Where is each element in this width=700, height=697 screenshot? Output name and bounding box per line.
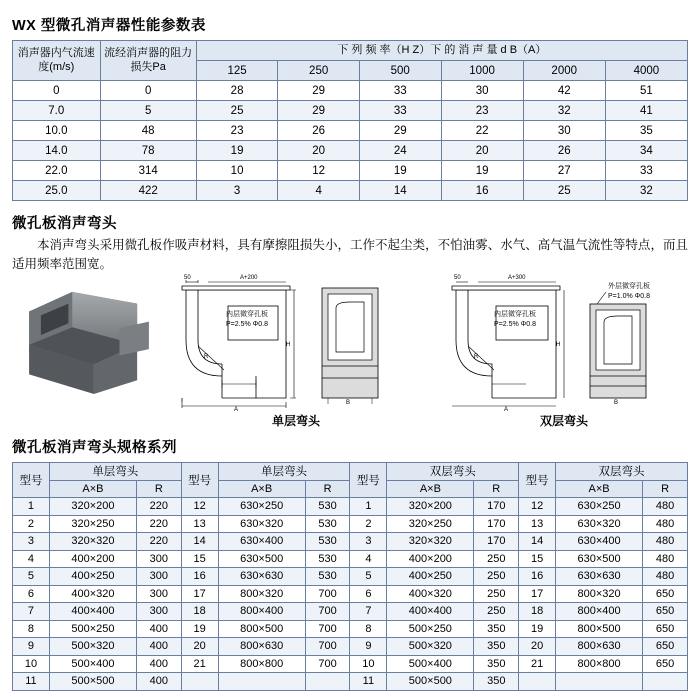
- cell-velocity: 0: [13, 81, 101, 101]
- table-row: [13, 673, 688, 691]
- table-header-row: [13, 41, 688, 61]
- cell-125: 25: [196, 101, 278, 121]
- cell-axb: 500×500: [387, 673, 474, 691]
- cell-r: 250: [474, 603, 519, 621]
- cell-axb: 800×320: [556, 585, 643, 603]
- cell-resistance: 422: [100, 181, 196, 201]
- caption-double-elbow: 双层弯头: [540, 414, 589, 428]
- cell-velocity: 22.0: [13, 161, 101, 181]
- cell-axb: 800×630: [218, 638, 305, 656]
- table-row: [13, 585, 688, 603]
- th-model-3: 型号: [350, 463, 387, 498]
- cell-r: 170: [474, 533, 519, 551]
- single-elbow-section: [320, 286, 380, 404]
- cell-axb: 400×200: [387, 550, 474, 568]
- cell-4000: 34: [605, 141, 687, 161]
- spec-table: [12, 462, 688, 691]
- cell-axb: 800×500: [218, 620, 305, 638]
- cell-1000: 20: [441, 141, 523, 161]
- cell-model: 1: [350, 498, 387, 516]
- cell-r: 480: [643, 568, 688, 586]
- th-freq-125: 125: [196, 61, 278, 81]
- cell-axb: 500×500: [49, 673, 136, 691]
- cell-model: 16: [519, 568, 556, 586]
- description-paragraph: 本消声弯头采用微孔板作吸声材料，具有摩擦阻损失小，工作不起尘类，不怕油雾、水气、高气温气流性等特点，而且适用频率范围宽。: [12, 238, 688, 271]
- cell-250: 26: [278, 121, 360, 141]
- cell-axb: 500×320: [49, 638, 136, 656]
- cell-500: 24: [359, 141, 441, 161]
- cell-r: 530: [305, 568, 350, 586]
- cell-4000: 41: [605, 101, 687, 121]
- cell-r: 530: [305, 533, 350, 551]
- cell-axb: 400×320: [49, 585, 136, 603]
- note-inner-perf2: 内层微穿孔板: [494, 311, 536, 318]
- cell-2000: 25: [523, 181, 605, 201]
- note-outer-perf: 外层微穿孔板: [608, 283, 650, 290]
- cell-axb: 800×630: [556, 638, 643, 656]
- cell-axb: 500×320: [387, 638, 474, 656]
- cell-velocity: 7.0: [13, 101, 101, 121]
- note-inner-perf-spec: P=2.5% Φ0.8: [226, 321, 268, 328]
- th-velocity: 消声器内气流速度(m/s): [13, 41, 101, 81]
- cell-model: 11: [350, 673, 387, 691]
- cell-axb: 400×400: [387, 603, 474, 621]
- page-title-1: WX 型微孔消声器性能参数表: [12, 18, 206, 34]
- cell-model: 19: [181, 620, 218, 638]
- double-elbow-section: [588, 278, 696, 404]
- cell-model: 8: [13, 620, 50, 638]
- cell-model: 10: [350, 655, 387, 673]
- cell-axb: 400×400: [49, 603, 136, 621]
- cell-r: 300: [136, 603, 181, 621]
- cell-r: [305, 673, 350, 691]
- cell-model: 18: [181, 603, 218, 621]
- cell-model: [181, 673, 218, 691]
- cell-velocity: 10.0: [13, 121, 101, 141]
- cell-r: 700: [305, 585, 350, 603]
- cell-r: 400: [136, 638, 181, 656]
- cell-r: 480: [643, 550, 688, 568]
- cell-model: 4: [350, 550, 387, 568]
- cell-r: 480: [643, 498, 688, 516]
- th-resistance: 流经消声器的阻力损失Pa: [100, 41, 196, 81]
- cell-model: 8: [350, 620, 387, 638]
- double-elbow-drawing: [438, 275, 568, 413]
- cell-1000: 19: [441, 161, 523, 181]
- th-single-1: 单层弯头: [49, 463, 181, 481]
- table-row: [13, 161, 688, 181]
- cell-250: 20: [278, 141, 360, 161]
- cell-model: 21: [181, 655, 218, 673]
- dim-label-r: R: [204, 354, 209, 360]
- cell-125: 23: [196, 121, 278, 141]
- th-freq-4000: 4000: [605, 61, 687, 81]
- cell-250: 4: [278, 181, 360, 201]
- dim-label-r2: R: [474, 354, 479, 360]
- cell-1000: 23: [441, 101, 523, 121]
- cell-r: 700: [305, 638, 350, 656]
- cell-r: 530: [305, 515, 350, 533]
- cell-r: 300: [136, 568, 181, 586]
- th-single-2: 单层弯头: [218, 463, 350, 481]
- figure-band: [0, 275, 700, 430]
- cell-axb: 630×500: [556, 550, 643, 568]
- cell-axb: 320×250: [49, 515, 136, 533]
- cell-1000: 16: [441, 181, 523, 201]
- cell-axb: 800×800: [556, 655, 643, 673]
- page-title-2: 微孔板消声弯头: [12, 216, 117, 232]
- cell-500: 19: [359, 161, 441, 181]
- cell-r: 300: [136, 585, 181, 603]
- cell-2000: 30: [523, 121, 605, 141]
- th-model-4: 型号: [519, 463, 556, 498]
- cell-125: 3: [196, 181, 278, 201]
- cell-velocity: 25.0: [13, 181, 101, 201]
- cell-r: 650: [643, 620, 688, 638]
- cell-axb: 800×320: [218, 585, 305, 603]
- cell-model: 17: [181, 585, 218, 603]
- cell-2000: 42: [523, 81, 605, 101]
- cell-r: 700: [305, 603, 350, 621]
- cell-r: 400: [136, 673, 181, 691]
- cell-500: 29: [359, 121, 441, 141]
- table-row: [13, 638, 688, 656]
- table-row: [13, 101, 688, 121]
- th-double-1: 双层弯头: [387, 463, 519, 481]
- th-freq-2000: 2000: [523, 61, 605, 81]
- single-elbow-drawing: [168, 275, 298, 413]
- cell-axb: 630×400: [556, 533, 643, 551]
- cell-axb: 630×630: [556, 568, 643, 586]
- th-model-2: 型号: [181, 463, 218, 498]
- cell-model: 15: [181, 550, 218, 568]
- cell-axb: 800×800: [218, 655, 305, 673]
- cell-1000: 22: [441, 121, 523, 141]
- dim-label-h: H: [286, 342, 291, 348]
- performance-table: [12, 40, 688, 201]
- table-row: [13, 181, 688, 201]
- cell-axb: 630×250: [218, 498, 305, 516]
- table-row: [13, 515, 688, 533]
- cell-model: 13: [519, 515, 556, 533]
- cell-axb: [556, 673, 643, 691]
- dim-label-a300: A+300: [508, 275, 526, 281]
- cell-r: 650: [643, 603, 688, 621]
- cell-axb: 400×250: [49, 568, 136, 586]
- cell-axb: 630×250: [556, 498, 643, 516]
- th-freq-1000: 1000: [441, 61, 523, 81]
- cell-model: 5: [13, 568, 50, 586]
- cell-r: 300: [136, 550, 181, 568]
- cell-r: 250: [474, 568, 519, 586]
- cell-model: 2: [13, 515, 50, 533]
- cell-model: 10: [13, 655, 50, 673]
- cell-model: 20: [519, 638, 556, 656]
- cell-r: 480: [643, 533, 688, 551]
- cell-axb: 500×250: [387, 620, 474, 638]
- cell-axb: 630×500: [218, 550, 305, 568]
- cell-500: 33: [359, 81, 441, 101]
- dim-label-a: A: [234, 407, 239, 413]
- cell-model: 17: [519, 585, 556, 603]
- cell-2000: 32: [523, 101, 605, 121]
- table-row: [13, 620, 688, 638]
- cell-r: 350: [474, 673, 519, 691]
- cell-axb: 320×320: [387, 533, 474, 551]
- cell-1000: 30: [441, 81, 523, 101]
- cell-axb: 320×320: [49, 533, 136, 551]
- table-row: [13, 81, 688, 101]
- table-row: [13, 533, 688, 551]
- cell-resistance: 48: [100, 121, 196, 141]
- th-r-3: R: [474, 480, 519, 498]
- cell-axb: 800×500: [556, 620, 643, 638]
- cell-r: 530: [305, 550, 350, 568]
- cell-r: 400: [136, 620, 181, 638]
- table-row: [13, 603, 688, 621]
- dim-label-50b: 50: [454, 275, 461, 281]
- dim-label-b2: B: [614, 400, 619, 406]
- cell-model: 6: [350, 585, 387, 603]
- cell-r: 220: [136, 533, 181, 551]
- cell-r: [643, 673, 688, 691]
- cell-model: 1: [13, 498, 50, 516]
- cell-model: 12: [181, 498, 218, 516]
- cell-model: 7: [350, 603, 387, 621]
- table-row: [13, 550, 688, 568]
- cell-axb: 320×200: [49, 498, 136, 516]
- cell-model: 3: [350, 533, 387, 551]
- cell-4000: 33: [605, 161, 687, 181]
- dim-label-50: 50: [184, 275, 191, 281]
- th-axb-4: A×B: [556, 480, 643, 498]
- cell-model: 12: [519, 498, 556, 516]
- cell-r: 170: [474, 498, 519, 516]
- cell-model: 19: [519, 620, 556, 638]
- cell-axb: 500×400: [387, 655, 474, 673]
- cell-r: 220: [136, 498, 181, 516]
- cell-axb: 400×320: [387, 585, 474, 603]
- duct-photo: [20, 284, 160, 394]
- cell-r: 650: [643, 585, 688, 603]
- cell-500: 14: [359, 181, 441, 201]
- th-r-2: R: [305, 480, 350, 498]
- cell-4000: 51: [605, 81, 687, 101]
- cell-r: 480: [643, 515, 688, 533]
- cell-model: 18: [519, 603, 556, 621]
- cell-r: 530: [305, 498, 350, 516]
- cell-axb: 320×200: [387, 498, 474, 516]
- page-title-3: 微孔板消声弯头规格系列: [12, 440, 177, 456]
- cell-axb: 800×400: [218, 603, 305, 621]
- cell-500: 33: [359, 101, 441, 121]
- cell-model: 21: [519, 655, 556, 673]
- cell-4000: 32: [605, 181, 687, 201]
- table-row: [13, 655, 688, 673]
- cell-model: 9: [13, 638, 50, 656]
- cell-velocity: 14.0: [13, 141, 101, 161]
- cell-model: 6: [13, 585, 50, 603]
- cell-model: 20: [181, 638, 218, 656]
- th-freq-500: 500: [359, 61, 441, 81]
- cell-r: 700: [305, 655, 350, 673]
- caption-single-elbow: 单层弯头: [272, 414, 321, 428]
- cell-model: 14: [519, 533, 556, 551]
- cell-r: 400: [136, 655, 181, 673]
- cell-model: 9: [350, 638, 387, 656]
- dim-label-b: B: [346, 400, 351, 406]
- cell-axb: 630×630: [218, 568, 305, 586]
- cell-2000: 26: [523, 141, 605, 161]
- cell-model: 7: [13, 603, 50, 621]
- cell-r: 250: [474, 550, 519, 568]
- cell-250: 29: [278, 81, 360, 101]
- table-row: [13, 498, 688, 516]
- cell-r: 250: [474, 585, 519, 603]
- cell-model: 4: [13, 550, 50, 568]
- cell-r: 170: [474, 515, 519, 533]
- cell-axb: 320×250: [387, 515, 474, 533]
- cell-model: 11: [13, 673, 50, 691]
- cell-model: [519, 673, 556, 691]
- cell-axb: 500×400: [49, 655, 136, 673]
- cell-model: 15: [519, 550, 556, 568]
- cell-4000: 35: [605, 121, 687, 141]
- note-inner-perf: 内层微穿孔板: [226, 311, 268, 318]
- note-outer-perf-spec: P=1.0% Φ0.8: [608, 293, 650, 300]
- note-inner-perf-spec2: P=2.5% Φ0.8: [494, 321, 536, 328]
- th-model-1: 型号: [13, 463, 50, 498]
- cell-r: 220: [136, 515, 181, 533]
- table-row: [13, 141, 688, 161]
- th-r-4: R: [643, 480, 688, 498]
- cell-axb: 400×250: [387, 568, 474, 586]
- table-row: [13, 568, 688, 586]
- cell-axb: 400×200: [49, 550, 136, 568]
- cell-r: 650: [643, 655, 688, 673]
- th-r-1: R: [136, 480, 181, 498]
- cell-model: 5: [350, 568, 387, 586]
- cell-axb: 800×400: [556, 603, 643, 621]
- cell-r: 350: [474, 638, 519, 656]
- cell-axb: 630×320: [218, 515, 305, 533]
- cell-model: 3: [13, 533, 50, 551]
- cell-resistance: 78: [100, 141, 196, 161]
- cell-axb: 630×320: [556, 515, 643, 533]
- cell-125: 10: [196, 161, 278, 181]
- cell-125: 19: [196, 141, 278, 161]
- cell-model: 2: [350, 515, 387, 533]
- cell-250: 29: [278, 101, 360, 121]
- cell-resistance: 0: [100, 81, 196, 101]
- th-axb-3: A×B: [387, 480, 474, 498]
- cell-r: 700: [305, 620, 350, 638]
- cell-model: 13: [181, 515, 218, 533]
- cell-axb: 630×400: [218, 533, 305, 551]
- th-freq-group: 下 列 频 率（H Z）下 的 消 声 量 d B（A）: [196, 41, 687, 61]
- dim-label-a2: A: [504, 407, 509, 413]
- th-freq-250: 250: [278, 61, 360, 81]
- table-row: [13, 121, 688, 141]
- cell-resistance: 5: [100, 101, 196, 121]
- cell-resistance: 314: [100, 161, 196, 181]
- cell-r: 350: [474, 620, 519, 638]
- cell-axb: [218, 673, 305, 691]
- cell-axb: 500×250: [49, 620, 136, 638]
- cell-r: 650: [643, 638, 688, 656]
- th-axb-2: A×B: [218, 480, 305, 498]
- cell-model: 16: [181, 568, 218, 586]
- dim-label-a200: A+200: [240, 275, 258, 281]
- cell-250: 12: [278, 161, 360, 181]
- th-double-2: 双层弯头: [556, 463, 688, 481]
- dim-label-h2: H: [556, 342, 561, 348]
- th-axb-1: A×B: [49, 480, 136, 498]
- spec-header-row: [13, 463, 688, 481]
- cell-r: 350: [474, 655, 519, 673]
- cell-2000: 27: [523, 161, 605, 181]
- cell-model: 14: [181, 533, 218, 551]
- cell-125: 28: [196, 81, 278, 101]
